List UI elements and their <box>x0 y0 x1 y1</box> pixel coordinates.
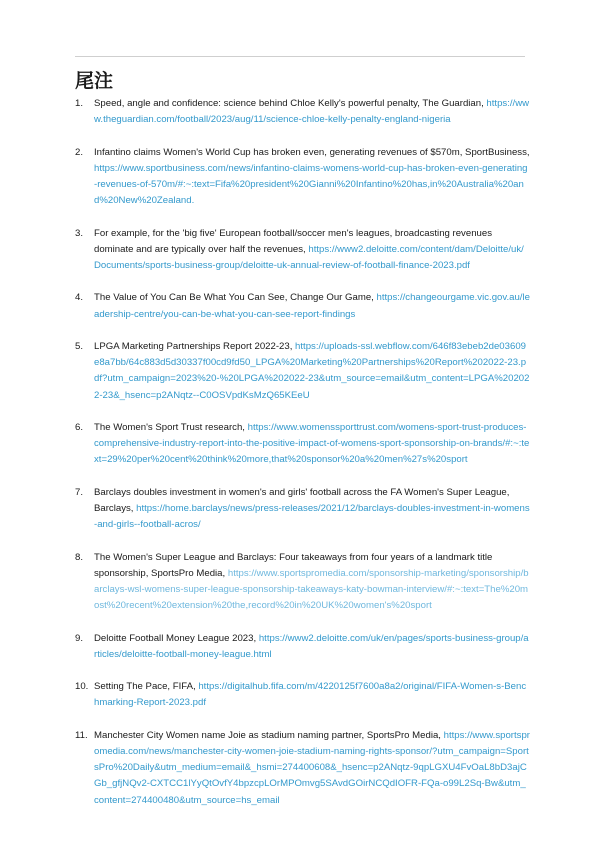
endnote-item <box>75 420 530 469</box>
endnote-citation: Manchester City Women name Joie as stadium naming partner, SportsPro Media, <box>94 729 444 741</box>
endnote-number: 3. <box>75 227 84 239</box>
endnote-number: 6. <box>75 421 84 433</box>
endnote-body <box>94 290 530 322</box>
endnote-citation: The Women's Sport Trust research, <box>94 421 248 433</box>
endnote-link[interactable]: https://digitalhub.fifa.com/m/4220125f7600a8a2/original/FIFA-Women-s-Benchmarking-Report-2023.pdf <box>94 681 527 709</box>
endnote-number: 11. <box>75 729 88 741</box>
endnote-citation: The Women's Super League and Barclays: Four takeaways from four years of a landmark title sponsorship, SportsPro Media, <box>94 551 493 579</box>
endnote-link[interactable]: https://home.barclays/news/press-releases/2021/12/barclays-doubles-investment-in-womens-and-girls--football-acros/ <box>94 502 530 531</box>
endnote-citation: LPGA Marketing Partnerships Report 2022-23, <box>94 340 296 352</box>
endnote-citation: Speed, angle and confidence: science behind Chloe Kelly's powerful penalty, The Guardian, <box>94 98 487 109</box>
endnote-body <box>94 339 530 404</box>
endnote-item <box>75 96 530 128</box>
endnote-item <box>75 631 530 663</box>
endnote-citation: For example, for the 'big five' European football/soccer men's leagues, broadcasting revenues dominate and are typically over half the revenues, <box>94 227 492 255</box>
endnote-body <box>94 226 530 275</box>
endnote-citation: Infantino claims Women's World Cup has broken even, generating revenues of $570m, SportBusiness, <box>94 146 530 158</box>
endnote-body <box>94 420 530 469</box>
endnote-item <box>75 290 530 322</box>
endnote-number: 1. <box>75 98 84 109</box>
endnote-item <box>75 226 530 275</box>
endnote-link[interactable]: https://uploads-ssl.webflow.com/646f83ebeb2de03609e8a7bb/64c883d5d30337f00cd9fd50_LPGA%20Marketing%20Partnerships%20Report%202022-23.pdf?utm_campaign=2023%20-%20LPGA%202022-23&utm_source=email&utm_content=LPGA%202022-23&_hsenc=p2ANqtz--C0OSVpdKsMzQ65KEeU <box>94 340 530 401</box>
endnote-link[interactable]: https://www.sportbusiness.com/news/infantino-claims-womens-world-cup-has-broken-even-generating-revenues-of-570m/#:~:text=Fifa%20president%20Gianni%20Infantino%20has,in%20Australia%20and%20New%20Zealand. <box>94 162 528 207</box>
endnote-link[interactable]: https://changeourgame.vic.gov.au/leadership-centre/you-can-be-what-you-can-see-report-findings <box>94 292 530 320</box>
endnote-number: 8. <box>75 551 84 563</box>
endnote-link[interactable]: https://www.sportspromedia.com/sponsorship-marketing/sponsorship/barclays-wsl-womens-super-league-sponsorship-takeaways-katy-bowman-interview/#:~:text=The%20most%20recent%20extension%20the,record%20in%20UK%20women's%20sport <box>94 567 529 612</box>
endnote-link[interactable]: https://www.womenssporttrust.com/womens-sport-trust-produces-comprehensive-industry-report-into-the-positive-impact-of-womens-sport-sponsorship-on-brands/#:~:text=29%20per%20cent%20think%20more,that%20sponsor%20a%20men%27s%20sport <box>94 421 530 466</box>
endnote-item <box>75 728 530 809</box>
endnote-body <box>94 728 530 809</box>
endnote-link[interactable]: https://www.theguardian.com/football/2023/aug/11/science-chloe-kelly-penalty-england-nigeria <box>94 98 530 126</box>
endnotes-list <box>75 96 530 825</box>
endnote-number: 10. <box>75 681 89 693</box>
endnote-body <box>94 485 530 534</box>
endnote-item <box>75 485 530 534</box>
endnote-item <box>75 339 530 404</box>
endnote-citation: Deloitte Football Money League 2023, <box>94 632 259 644</box>
endnote-body <box>94 679 530 711</box>
endnote-body <box>94 96 530 128</box>
endnote-body <box>94 145 530 210</box>
page-title: 尾注 <box>75 70 114 92</box>
top-divider <box>75 56 525 57</box>
endnote-number: 9. <box>75 632 84 644</box>
endnote-link[interactable]: https://www2.deloitte.com/uk/en/pages/sports-business-group/articles/deloitte-football-money-league.html <box>94 632 529 660</box>
endnote-link[interactable]: https://www2.deloitte.com/content/dam/Deloitte/uk/Documents/sports-business-group/deloitte-uk-annual-review-of-football-finance-2023.pdf <box>94 243 524 271</box>
endnote-item <box>75 145 530 210</box>
endnote-number: 4. <box>75 292 84 304</box>
endnote-citation: Setting The Pace, FIFA, <box>94 681 199 693</box>
endnote-body <box>94 631 530 663</box>
endnote-number: 5. <box>75 340 84 352</box>
endnote-citation: The Value of You Can Be What You Can See, Change Our Game, <box>94 292 377 304</box>
endnote-item <box>75 550 530 615</box>
endnote-citation: Barclays doubles investment in women's and girls' football across the FA Women's Super League, Barclays, <box>94 486 510 514</box>
endnote-body <box>94 550 530 615</box>
endnote-number: 2. <box>75 146 84 158</box>
endnote-number: 7. <box>75 486 84 498</box>
endnote-item <box>75 679 530 711</box>
endnote-link[interactable]: https://www.sportspromedia.com/news/manchester-city-women-joie-stadium-naming-rights-sponsor/?utm_campaign=SportsPro%20Daily&utm_medium=email&_hsmi=274400608&_hsenc=p2ANqtz-9qpLGXU4FvOaL8bD3ajCGb_gfjNQv2-CXTCC1lYyQtOvfY4bpzcpLOrMPOmvg5SAvdGOirNCQdIOFR-FQa-o99L2Sq-Bw&utm_content=274400480&utm_source=hs_email <box>94 729 530 806</box>
